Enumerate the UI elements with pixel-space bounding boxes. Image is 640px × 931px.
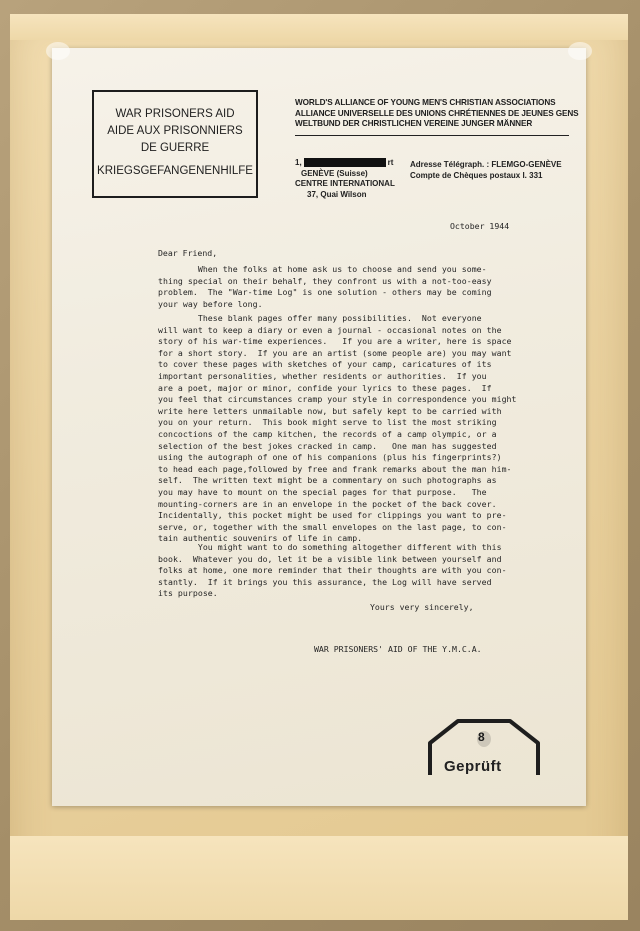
text-line: will want to keep a diary or even a journal - occasional notes on the xyxy=(158,324,502,335)
paper-band-top xyxy=(10,14,628,40)
redaction-bar xyxy=(304,158,386,167)
text-line: self. The written text might be a commentary on such photographs as xyxy=(158,475,497,486)
text-line: to head each page,followed by free and frank remarks about the man him- xyxy=(158,463,512,474)
box-line: DE GUERRE xyxy=(140,142,210,154)
text-line: Incidentally, this pocket might be used for clippings you want to pre- xyxy=(158,510,507,521)
box-line: AIDE AUX PRISONNIERS xyxy=(107,125,243,137)
alliance-line: WELTBUND DER CHRISTLICHEN VEREINE JUNGER MÄNNER xyxy=(295,119,533,128)
text-line: problem. The "War-time Log" is one solution - others may be coming xyxy=(158,287,492,298)
salutation: Dear Friend, xyxy=(158,248,218,258)
cable-line: Compte de Chèques postaux I. 331 xyxy=(410,170,543,180)
address-street xyxy=(295,158,415,169)
text-line: stantly. If it brings you this assurance, the Log will have served xyxy=(158,576,492,587)
alliance-heading xyxy=(295,98,579,130)
paragraph-3 xyxy=(158,542,548,600)
text-line: you may have to mount on the special pages for that purpose. The xyxy=(158,486,487,497)
text-line: you on your return. This book might serve to list the most striking xyxy=(158,417,497,428)
text-line: story of his war-time experiences. If you are a writer, here is space xyxy=(158,336,512,347)
text-line: tain authentic souvenirs of life in camp. xyxy=(158,533,363,544)
address-prefix: 1, xyxy=(295,158,302,167)
signature: WAR PRISONERS' AID OF THE Y.M.C.A. xyxy=(314,644,482,654)
paper-corner xyxy=(568,42,592,60)
paragraph-1 xyxy=(158,264,548,310)
text-line: write here letters unmailable now, but safely kept to be carried with xyxy=(158,405,502,416)
paragraph-2 xyxy=(158,313,548,545)
postal-address xyxy=(295,158,415,200)
text-line: When the folks at home ask us to choose and send you some- xyxy=(158,264,487,274)
alliance-line: WORLD'S ALLIANCE OF YOUNG MEN'S CHRISTIAN ASSOCIATIONS xyxy=(295,98,556,107)
box-line: KRIEGSGEFANGENENHILFE xyxy=(97,165,253,177)
text-line: your way before long. xyxy=(158,298,263,309)
text-line: selection of the best jokes cracked in camp. One man has suggested xyxy=(158,440,497,451)
address-line: 37, Quai Wilson xyxy=(307,189,367,199)
closing: Yours very sincerely, xyxy=(370,602,474,612)
text-line: serve, or, together with the small envelopes on the last page, to con- xyxy=(158,521,507,532)
stamp-number: 8 xyxy=(478,730,485,744)
war-prisoners-aid-box xyxy=(92,90,258,198)
text-line: These blank pages offer many possibilities. Not everyone xyxy=(158,313,482,323)
text-line: concoctions of the camp kitchen, the records of a camp olympic, or a xyxy=(158,428,497,439)
text-line: are a poet, major or minor, confide your lyrics to these pages. If xyxy=(158,382,492,393)
text-line: its purpose. xyxy=(158,588,218,599)
text-line: thing special on their behalf, they confront us with a not-too-easy xyxy=(158,275,492,286)
letter-date: October 1944 xyxy=(450,221,510,231)
box-line: WAR PRISONERS AID xyxy=(115,108,235,120)
text-line: folks at home, one more reminder that their thoughts are with you con- xyxy=(158,565,507,576)
paper-band-bottom xyxy=(10,836,628,920)
stamp-text: Geprüft xyxy=(444,758,502,775)
telegraph-info xyxy=(410,160,570,181)
letter-sheet xyxy=(52,48,586,806)
text-line: You might want to do something altogether different with this xyxy=(158,542,502,552)
address-suffix: rt xyxy=(387,158,394,167)
text-line: using the autograph of one of his companions (plus his fingerprints?) xyxy=(158,452,502,463)
address-line: CENTRE INTERNATIONAL xyxy=(295,179,395,188)
text-line: important personalities, whether residents or authorities. If you xyxy=(158,370,487,381)
text-line: mounting-corners are in an envelope in the pocket of the back cover. xyxy=(158,498,497,509)
heading-rule xyxy=(295,135,569,136)
text-line: to cover these pages with sketches of your camp, caricatures of its xyxy=(158,359,492,370)
paper-corner xyxy=(46,42,70,60)
text-line: for a short story. If you are an artist (some people are) you may want xyxy=(158,347,512,358)
cable-line: Adresse Télégraph. : FLEMGO-GENÈVE xyxy=(410,160,562,169)
address-line: GENÈVE (Suisse) xyxy=(301,168,368,178)
text-line: you feel that circumstances cramp your style in correspondence you might xyxy=(158,394,517,405)
text-line: book. Whatever you do, let it be a visible link between yourself and xyxy=(158,553,502,564)
alliance-line: ALLIANCE UNIVERSELLE DES UNIONS CHRÉTIENNES DE JEUNES GENS xyxy=(295,108,579,118)
